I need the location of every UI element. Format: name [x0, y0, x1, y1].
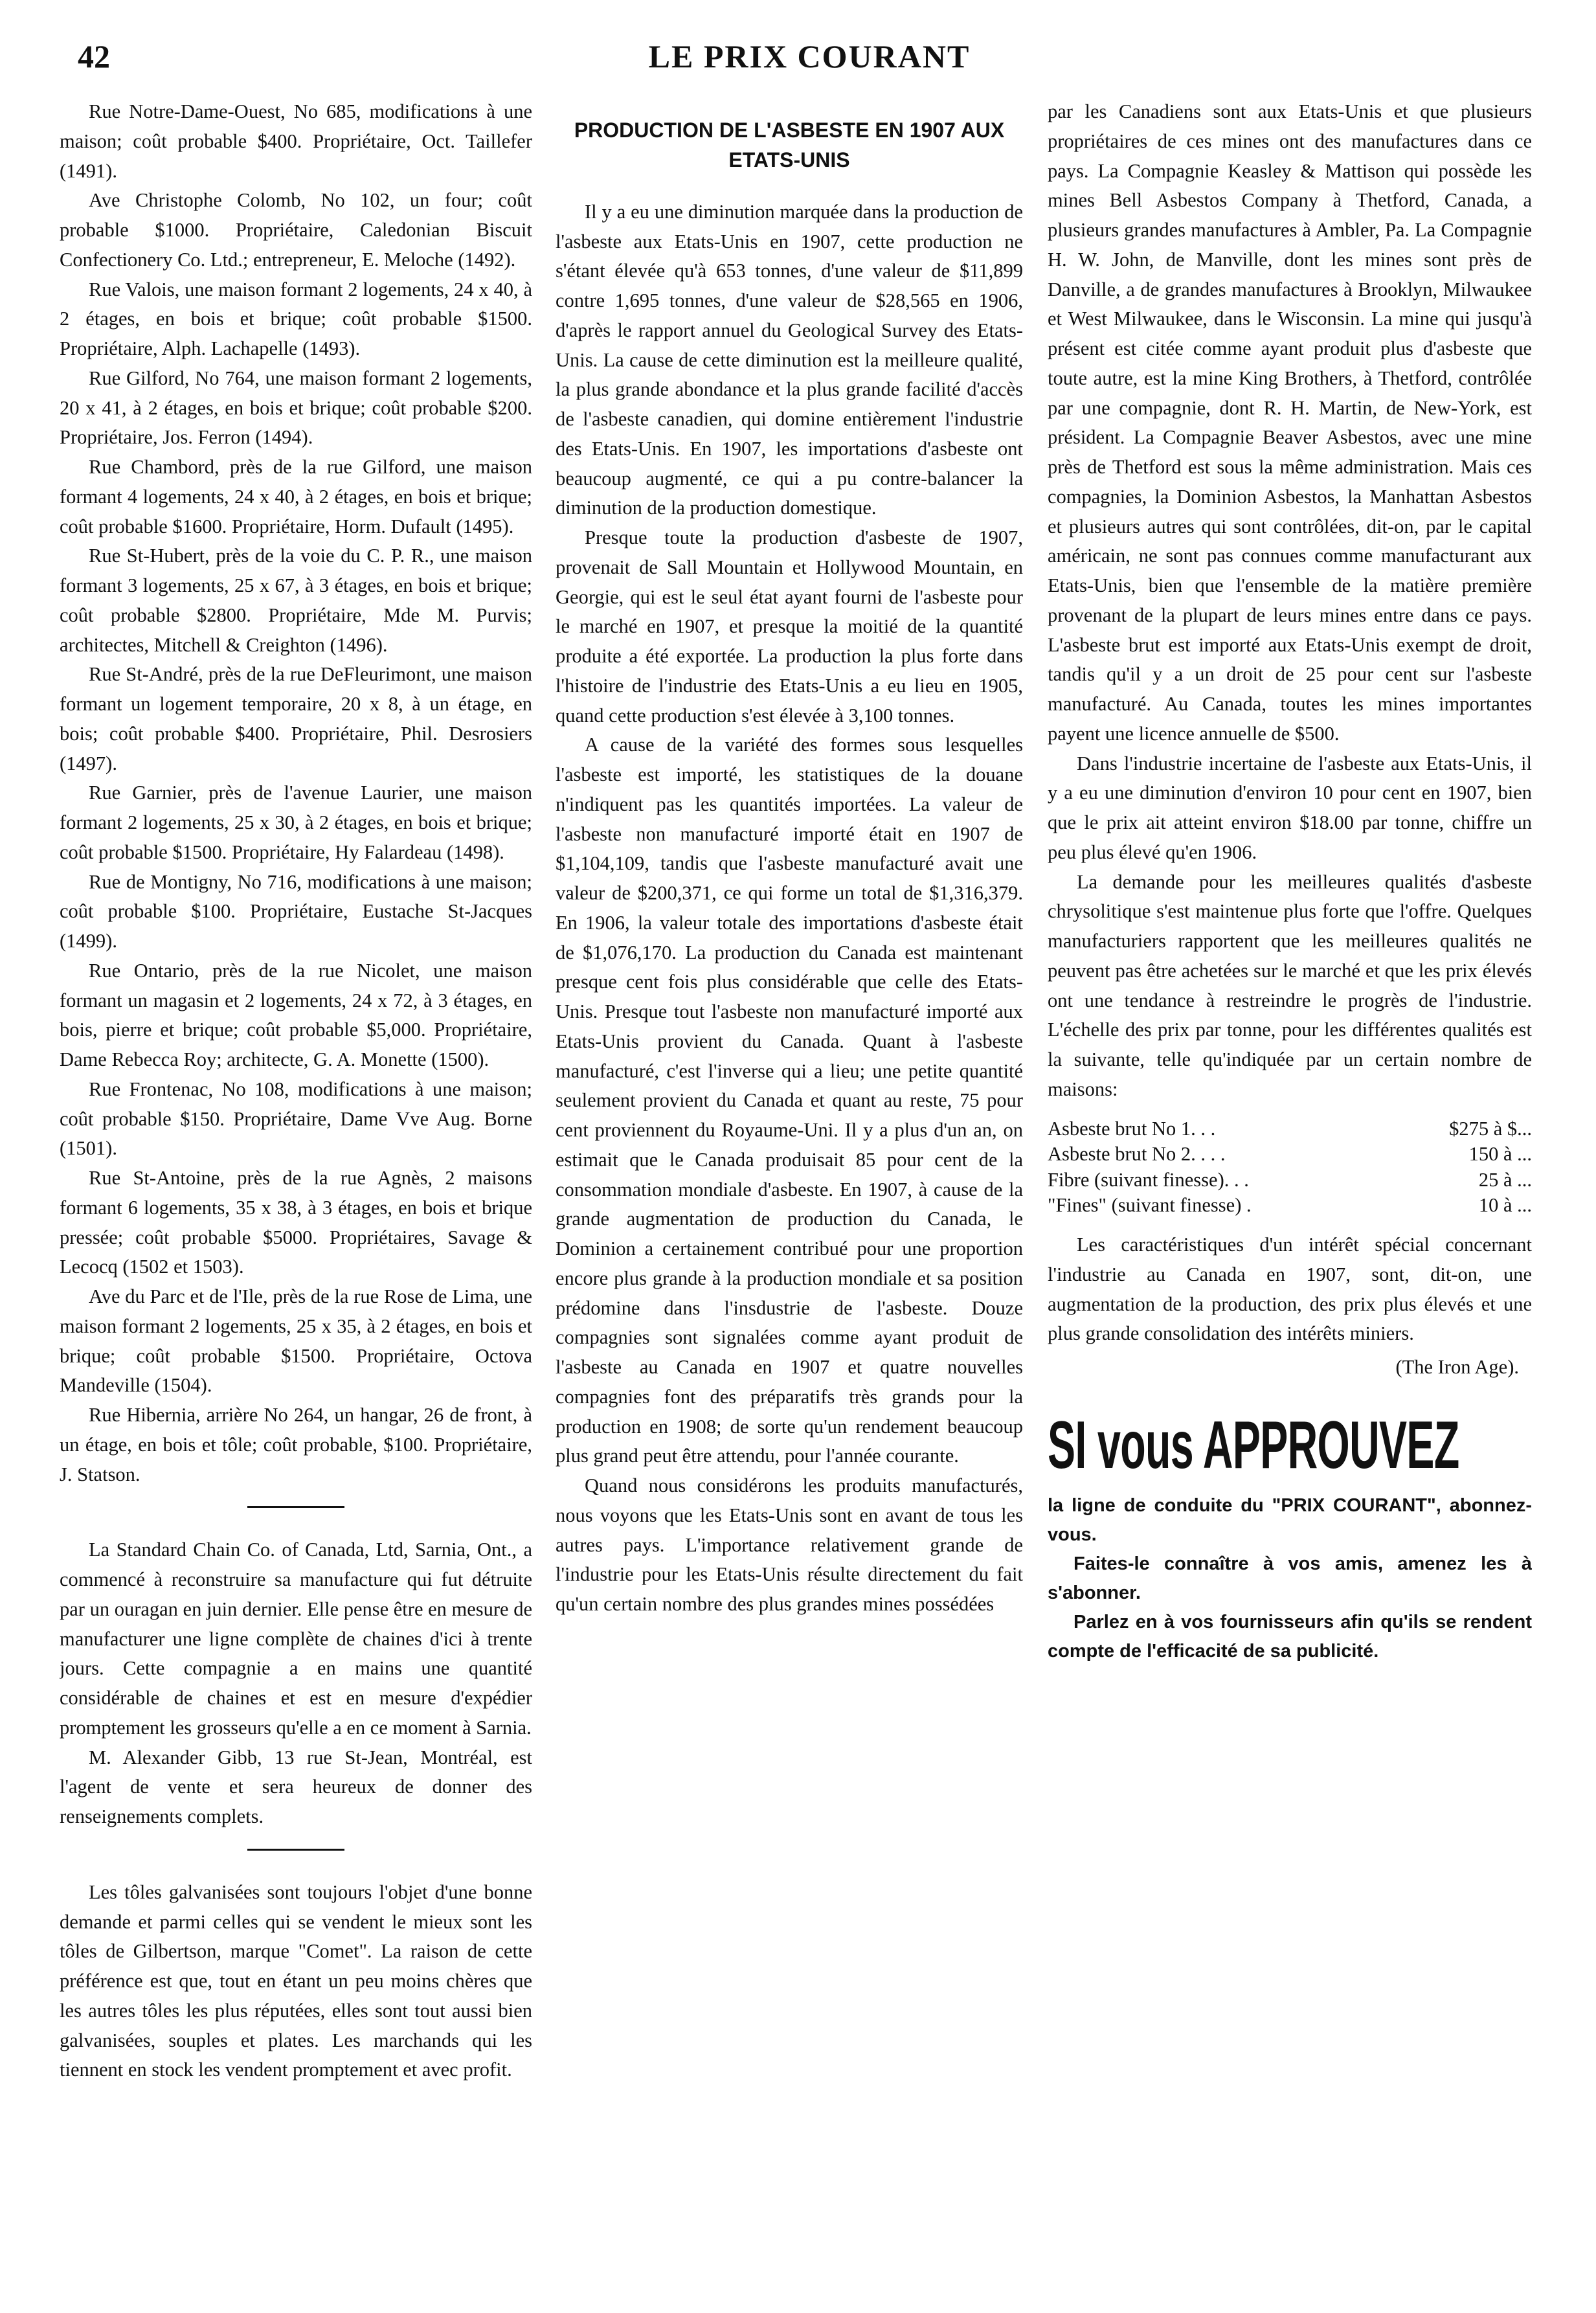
article-paragraph: Quand nous considérons les produits manufacturés, nous voyons que les Etats-Unis sont en avant de tous les autres pays. L'importance relativement grande de l'industrie pour les Etats-Unis résulte directement du fait qu'un certain nombre des plus grandes mines possédées	[556, 1474, 1023, 1616]
article-paragraph: Presque toute la production d'asbeste de 1907, provenait de Sall Mountain et Hollywood Mountain, en Georgie, qui est le seul état ayant fourni de l'asbeste pour le marché en 1907, et presque la moitié de la quantité produite a été exportée. La production la plus forte dans l'histoire de l'industrie des Etats-Unis a eu lieu en 1905, quand cette production s'est élevée à 3,100 tonnes.	[556, 526, 1023, 727]
price-grade: Asbeste brut No 2. . . .	[1048, 1143, 1226, 1166]
article-paragraph: La demande pour les meilleures qualités d'asbeste chrysolitique s'est maintenue plus forte que l'offre. Quelques manufacturiers rapportent que les meilleures qualités ne peuvent pas être achetées sur le marché et que les prix élevés ont une tendance à restreindre le progrès de l'industrie. L'échelle des prix par tonne, pour les différentes qualités est la suivante, telle qu'indiquée par un certain nombre de maisons:	[1048, 870, 1532, 1100]
column-left	[60, 97, 532, 2286]
advert-line: la ligne de conduite du "PRIX COURANT", abonnez-vous.	[1048, 1495, 1532, 1546]
price-value: $275 à $...	[1449, 1117, 1532, 1140]
advert-line: Faites-le connaître à vos amis, amenez les à s'abonner.	[1048, 1553, 1532, 1604]
price-row	[1048, 1116, 1532, 1142]
article-paragraph: par les Canadiens sont aux Etats-Unis et que plusieurs propriétaires de ces mines ont des manufactures dans ce pays. La Compagnie Keasley & Mattison qui possède les mines Bell Asbestos Company à Thetford, Canada, a plusieurs grandes manufactures à Ambler, Pa. La Compagnie H. W. John, de Manville, dont les mines sont près de Danville, a de grandes manufactures à Brooklyn, Milwaukee et West Milwaukee, dans le Wisconsin. La mine qui jusqu'à présent est citée comme ayant produit plus d'asbeste que toute autre, est la mine King Brothers, à Thetford, contrôlée par une compagnie, dont R. H. Martin, de New-York, est président. La Compagnie Beaver Asbestos, avec une mine près de Thetford est sous la même administration. Mais ces compagnies, la Dominion Asbestos, la Manhattan Asbestos et plusieurs autres qui sont contrôlées, dit-on, par le capital américain, ne sont pas connues comme manufacturant aux Etats-Unis, bien que l'ensemble de la matière première provenant de la plupart de leurs mines entre dans ce pays. L'asbeste brut est importé aux Etats-Unis exempt de droit, tandis qu'il y a un droit de 25 pour cent sur l'asbeste manufacturé. Au Canada, toutes les mines importantes payent une licence annuelle de $500.	[1048, 100, 1532, 745]
price-grade: "Fines" (suivant finesse) .	[1048, 1194, 1252, 1217]
permit-entry: Rue Notre-Dame-Ouest, No 685, modifications à une maison; coût probable $400. Propriétaire, Oct. Taillefer (1491).	[60, 100, 532, 182]
price-row	[1048, 1193, 1532, 1219]
chain-paragraph: M. Alexander Gibb, 13 rue St-Jean, Montréal, est l'agent de vente et sera heureux de donner des renseignements complets.	[60, 1746, 532, 1827]
price-value: 150 à ...	[1468, 1143, 1532, 1166]
price-grade: Asbeste brut No 1. . .	[1048, 1117, 1216, 1140]
chain-paragraph: La Standard Chain Co. of Canada, Ltd, Sarnia, Ont., a commencé à reconstruire sa manufacture qui fut détruite par un ouragan en juin dernier. Elle pense être en mesure de manufacturer une ligne complète de chaines d'ici à trente jours. Cette compagnie a en mains une quantité considérable de chaines et est en mesure d'expédier promptement les grosseurs qu'elle a en ce moment à Sarnia.	[60, 1539, 532, 1739]
column-middle	[556, 97, 1023, 2286]
permit-entry: Rue Chambord, près de la rue Gilford, une maison formant 4 logements, 24 x 40, à 2 étages, en bois et brique; coût probable $1600. Propriétaire, Horm. Dufault (1495).	[60, 456, 532, 537]
advert-line: Parlez en à vos fournisseurs afin qu'ils se rendent compte de l'efficacité de sa publicité.	[1048, 1611, 1532, 1662]
page-header	[78, 38, 1541, 83]
toles-paragraph: Les tôles galvanisées sont toujours l'objet d'une bonne demande et parmi celles qui se vendent le mieux sont les tôles de Gilbertson, marque "Comet". La raison de cette préférence est que, tout en étant un peu moins chères que les autres tôles les plus réputées, elles sont tout aussi bien galvanisées, souples et plates. Les marchands qui les tiennent en stock les vendent promptement et avec profit.	[60, 1880, 532, 2081]
permit-entry: Rue de Montigny, No 716, modifications à une maison; coût probable $100. Propriétaire, Eustache St-Jacques (1499).	[60, 870, 532, 952]
subscription-advert	[1048, 1408, 1532, 1666]
permit-entry: Rue St-André, près de la rue DeFleurimont, une maison formant un logement temporaire, 20 x 8, à un étage, en bois; coût probable $400. Propriétaire, Phil. Desrosiers (1497).	[60, 663, 532, 774]
article-title: PRODUCTION DE L'ASBESTE EN 1907 AUX ETATS-UNIS	[574, 118, 1005, 172]
price-grade: Fibre (suivant finesse). . .	[1048, 1168, 1249, 1191]
article-source: (The Iron Age).	[1395, 1356, 1519, 1379]
page-number: 42	[78, 38, 110, 74]
permit-entry: Rue St-Hubert, près de la voie du C. P. R., une maison formant 3 logements, 25 x 67, à 3 étages, en bois et brique; coût probable $2800. Propriétaire, Mde M. Purvis; architectes, Mitchell & Creighton (1496).	[60, 545, 532, 656]
article-paragraph: Dans l'industrie incertaine de l'asbeste aux Etats-Unis, il y a eu une diminution d'environ 10 pour cent en 1907, bien que le prix ait atteint environ $18.00 par tonne, chiffre un peu plus élevé qu'en 1906.	[1048, 752, 1532, 863]
permit-entry: Rue Ontario, près de la rue Nicolet, une maison formant un magasin et 2 logements, 24 x 72, à 3 étages, en bois, pierre et brique; coût probable $5,000. Propriétaire, Dame Rebecca Roy; architecte, G. A. Monette (1500).	[60, 959, 532, 1070]
permit-entry: Rue Gilford, No 764, une maison formant 2 logements, 20 x 41, à 2 étages, en bois et brique; coût probable $200. Propriétaire, Jos. Ferron (1494).	[60, 367, 532, 449]
permit-entry: Rue Frontenac, No 108, modifications à une maison; coût probable $150. Propriétaire, Dame Vve Aug. Borne (1501).	[60, 1078, 532, 1160]
article-paragraph: Les caractéristiques d'un intérêt spécial concernant l'industrie au Canada en 1907, sont, dit-on, une augmentation de la production, des prix plus élevés et une plus grande consolidation des intérêts miniers.	[1048, 1234, 1532, 1345]
journal-title: LE PRIX COURANT	[648, 38, 971, 74]
permit-entry: Ave Christophe Colomb, No 102, un four; coût probable $1000. Propriétaire, Caledonian Biscuit Confectionery Co. Ltd.; entrepreneur, E. Meloche (1492).	[60, 189, 532, 271]
article-paragraph: A cause de la variété des formes sous lesquelles l'asbeste est importé, les statistiques de la douane n'indiquent pas les quantités importées. La valeur de l'asbeste non manufacturé importé était en 1907 de $1,104,109, tandis que l'asbeste manufacturé avait une valeur de $200,371, ce qui forme un total de $1,316,379. En 1906, la valeur totale des importations d'asbeste était de $1,076,170. La production du Canada est maintenant presque cent fois plus considérable que celle des Etats-Unis. Presque tout l'asbeste non manufacturé importé aux Etats-Unis provient du Canada. Quant à l'asbeste manufacturé, c'est l'inverse qui a lieu; une petite quantité seulement provient du Canada et quant au reste, 75 pour cent proviennent du Royaume-Uni. Il y a plus d'un an, on estimait que le Canada produisait 85 pour cent de la consommation mondiale d'asbeste. En 1907, à cause de la grande augmentation de production du Canada, le Dominion a certainement contribué pour une proportion encore plus grande à la production mondiale et sa position prédomine dans l'insdustrie de l'asbeste. Douze compagnies sont signalées comme ayant produit de l'asbeste au Canada en 1907 et quatre nouvelles compagnies font des préparatifs très grands pour la production en 1908; de sorte qu'un rendement beaucoup plus grand peut être attendu, pour l'année courante.	[556, 734, 1023, 1467]
advert-headline: SI vous APPROUVEZ	[1048, 1407, 1459, 1483]
permit-entry: Ave du Parc et de l'Ile, près de la rue Rose de Lima, une maison formant 2 logements, 25 x 35, à 2 étages, en bois et brique; coût probable $1500. Propriétaire, Octova Mandeville (1504).	[60, 1285, 532, 1397]
price-value: 25 à ...	[1478, 1168, 1532, 1191]
permit-entry: Rue St-Antoine, près de la rue Agnès, 2 maisons formant 6 logements, 35 x 38, à 3 étages, en bois et brique pressée; coût probable $5000. Propriétaires, Savage & Lecocq (1502 et 1503).	[60, 1167, 532, 1278]
price-row	[1048, 1142, 1532, 1168]
price-table	[1048, 1116, 1532, 1219]
permit-entry: Rue Garnier, près de l'avenue Laurier, une maison formant 2 logements, 25 x 30, à 2 étages, en bois et brique; coût probable $1500. Propriétaire, Hy Falardeau (1498).	[60, 782, 532, 863]
article-paragraph: Il y a eu une diminution marquée dans la production de l'asbeste aux Etats-Unis en 1907, cette production ne s'étant élevée qu'à 653 tonnes, d'une valeur de $11,899 contre 1,695 tonnes, d'une valeur de $28,565 en 1906, d'après le rapport annuel du Geological Survey des Etats-Unis. La cause de cette diminution est la meilleure qualité, la plus grande abondance et la plus grande facilité d'accès de l'asbeste canadien, qui domine entièrement l'industrie des Etats-Unis. En 1907, les importations d'asbeste ont beaucoup augmenté, ce qui a pu contre-balancer la diminution de la production domestique.	[556, 200, 1023, 519]
section-divider	[247, 1506, 344, 1508]
permit-entry: Rue Valois, une maison formant 2 logements, 24 x 40, à 2 étages, en bois et brique; coût probable $1500. Propriétaire, Alph. Lachapelle (1493).	[60, 278, 532, 359]
price-value: 10 à ...	[1478, 1194, 1532, 1217]
price-row	[1048, 1168, 1532, 1193]
permit-entry: Rue Hibernia, arrière No 264, un hangar, 26 de front, à un étage, en bois et tôle; coût probable, $100. Propriétaire, J. Statson.	[60, 1404, 532, 1485]
section-divider	[247, 1849, 344, 1851]
column-right	[1048, 97, 1532, 2286]
